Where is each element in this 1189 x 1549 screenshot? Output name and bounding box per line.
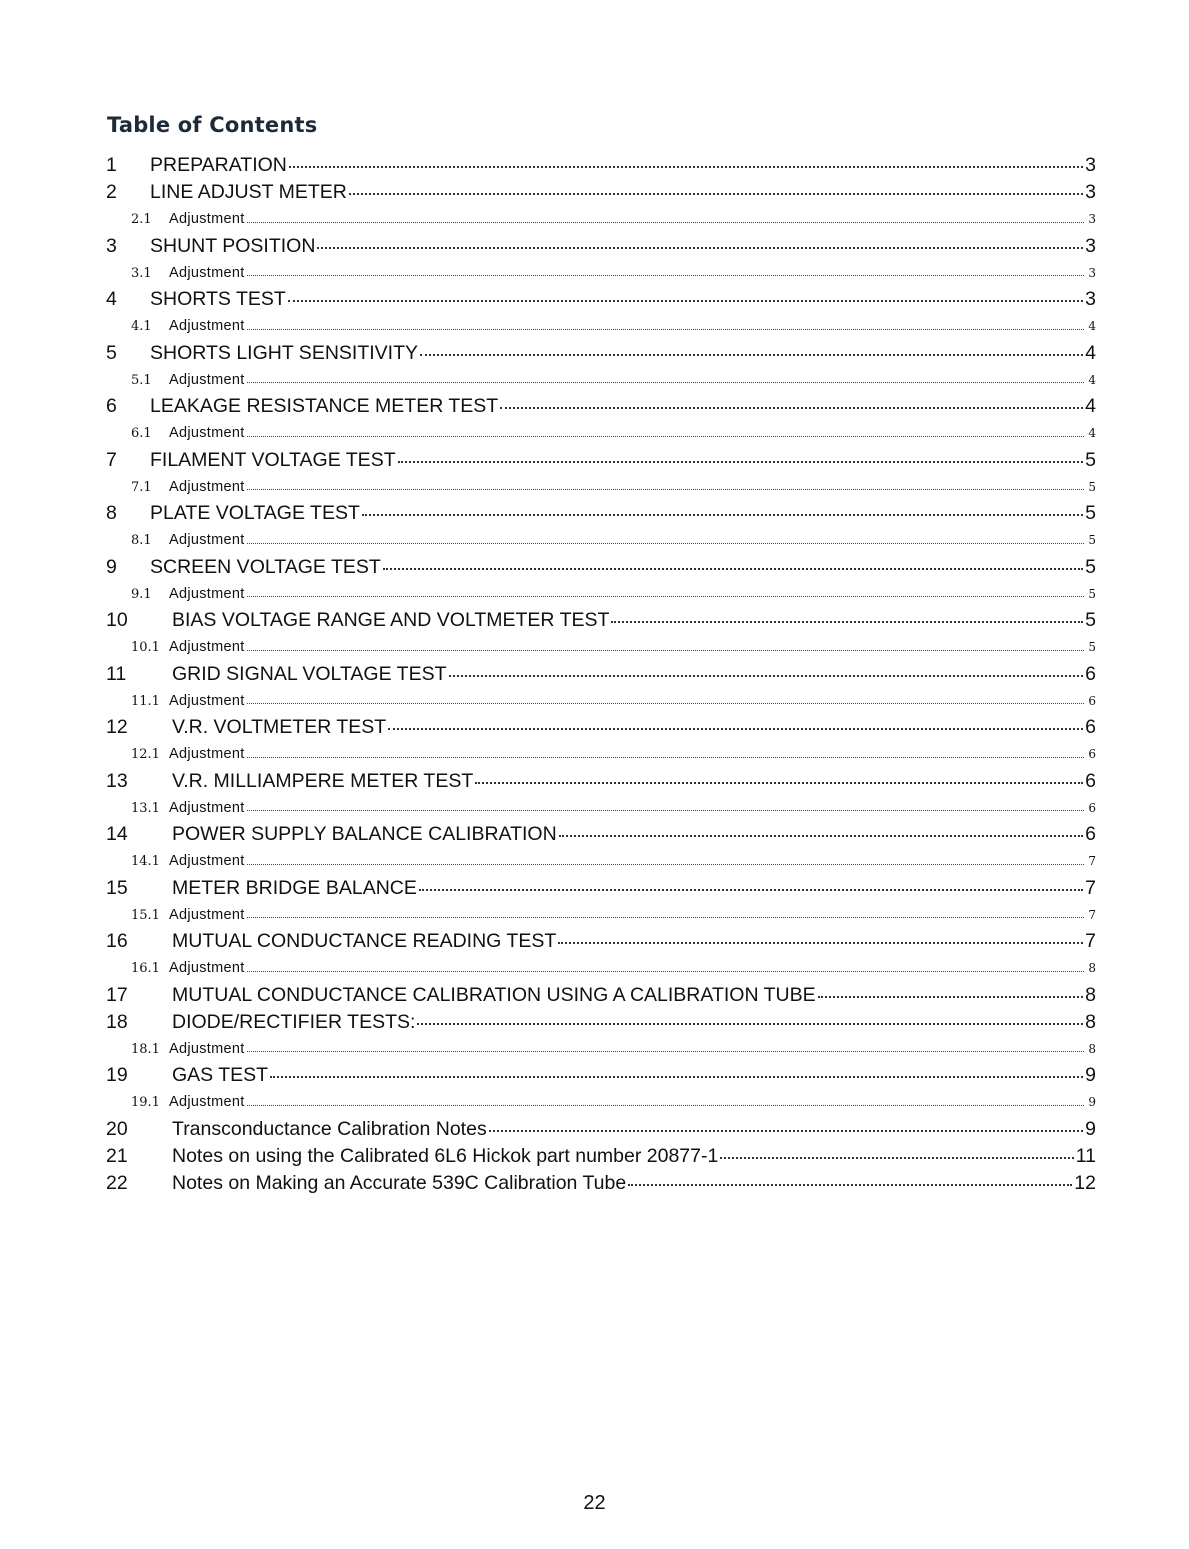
toc-entry-title: LEAKAGE RESISTANCE METER TEST bbox=[150, 395, 499, 417]
toc-subentry[interactable] bbox=[106, 634, 1096, 661]
toc-entry-page: 8 bbox=[1088, 1041, 1096, 1056]
toc-entry-number: 7.1 bbox=[131, 479, 152, 495]
dot-leader bbox=[559, 835, 1083, 837]
toc-entry-title: SHORTS TEST bbox=[150, 288, 286, 310]
toc-entry-title: Notes on using the Calibrated 6L6 Hickok part number 20877-1 bbox=[172, 1144, 719, 1167]
toc-entry[interactable] bbox=[106, 500, 1096, 527]
toc-subentry[interactable] bbox=[106, 527, 1096, 554]
toc-entry-number: 20 bbox=[106, 1117, 128, 1140]
toc-entry-title: Adjustment bbox=[169, 371, 245, 388]
dot-leader bbox=[247, 810, 1084, 811]
toc-entry-page: 3 bbox=[1085, 181, 1096, 203]
toc-subentry[interactable] bbox=[106, 688, 1096, 715]
toc-entry[interactable] bbox=[106, 447, 1096, 474]
toc-entry-number: 22 bbox=[106, 1171, 128, 1194]
toc-entry-page: 3 bbox=[1085, 154, 1096, 176]
dot-leader bbox=[247, 596, 1084, 597]
toc-entry-title: LINE ADJUST METER bbox=[150, 181, 347, 203]
toc-entry-title: Adjustment bbox=[169, 692, 245, 709]
toc-entry-number: 21 bbox=[106, 1144, 128, 1167]
toc-entry[interactable] bbox=[106, 768, 1096, 795]
dot-leader bbox=[247, 757, 1084, 758]
toc-entry-number: 16 bbox=[106, 930, 128, 952]
toc-entry-number: 9.1 bbox=[131, 586, 152, 602]
dot-leader bbox=[388, 728, 1083, 730]
toc-entry-page: 6 bbox=[1088, 747, 1096, 761]
dot-leader bbox=[247, 489, 1084, 490]
toc-entry-number: 10.1 bbox=[131, 640, 160, 655]
toc-entry[interactable] bbox=[106, 1116, 1096, 1143]
dot-leader bbox=[489, 1130, 1083, 1132]
toc-list bbox=[106, 152, 1096, 1197]
toc-entry-number: 8.1 bbox=[131, 533, 152, 548]
toc-entry-number: 5.1 bbox=[131, 372, 152, 388]
toc-entry-number: 2.1 bbox=[131, 212, 152, 227]
toc-entry-title: PLATE VOLTAGE TEST bbox=[150, 502, 360, 524]
toc-entry[interactable] bbox=[106, 1143, 1096, 1170]
toc-entry-page: 5 bbox=[1085, 448, 1096, 471]
dot-leader bbox=[611, 621, 1083, 623]
toc-entry-page: 8 bbox=[1088, 961, 1096, 975]
toc-entry-page: 6 bbox=[1088, 800, 1096, 815]
toc-subentry[interactable] bbox=[106, 741, 1096, 768]
toc-entry-title: V.R. MILLIAMPERE METER TEST bbox=[172, 769, 474, 792]
dot-leader bbox=[500, 407, 1083, 409]
toc-entry-title: Adjustment bbox=[169, 906, 245, 923]
toc-entry-page: 11 bbox=[1075, 1144, 1096, 1167]
dot-leader bbox=[288, 300, 1083, 302]
dot-leader bbox=[247, 436, 1084, 437]
toc-entry-page: 5 bbox=[1088, 533, 1096, 547]
toc-subentry[interactable] bbox=[106, 260, 1096, 287]
toc-entry[interactable] bbox=[106, 1062, 1096, 1089]
toc-entry-number: 15.1 bbox=[131, 907, 160, 923]
dot-leader bbox=[317, 247, 1083, 249]
toc-entry[interactable] bbox=[106, 233, 1096, 260]
toc-entry-title: MUTUAL CONDUCTANCE READING TEST bbox=[172, 930, 557, 952]
toc-entry-number: 3.1 bbox=[131, 265, 152, 281]
toc-entry-page: 6 bbox=[1085, 823, 1096, 845]
toc-subentry[interactable] bbox=[106, 795, 1096, 822]
toc-entry[interactable] bbox=[106, 607, 1096, 634]
toc-entry-title: V.R. VOLTMETER TEST bbox=[172, 716, 387, 738]
toc-entry-page: 5 bbox=[1085, 609, 1096, 631]
toc-entry[interactable] bbox=[106, 661, 1096, 688]
toc-entry-number: 14 bbox=[106, 823, 128, 845]
toc-entry-title: SHUNT POSITION bbox=[150, 234, 316, 257]
dot-leader bbox=[247, 222, 1084, 223]
toc-entry-title: Adjustment bbox=[169, 853, 245, 869]
toc-entry-number: 5 bbox=[106, 341, 117, 364]
toc-entry-number: 12 bbox=[106, 716, 128, 738]
toc-entry-number: 13 bbox=[106, 769, 128, 792]
toc-entry-number: 4.1 bbox=[131, 319, 152, 334]
toc-entry-title: METER BRIDGE BALANCE bbox=[172, 876, 417, 899]
dot-leader bbox=[419, 889, 1083, 891]
toc-entry-title: SCREEN VOLTAGE TEST bbox=[150, 555, 381, 578]
dot-leader bbox=[247, 543, 1084, 544]
toc-entry[interactable] bbox=[106, 393, 1096, 420]
toc-entry-page: 9 bbox=[1085, 1064, 1096, 1086]
toc-entry-title: POWER SUPPLY BALANCE CALIBRATION bbox=[172, 823, 557, 845]
dot-leader bbox=[247, 382, 1084, 383]
toc-entry-title: Adjustment bbox=[169, 532, 245, 548]
dot-leader bbox=[720, 1157, 1073, 1159]
toc-entry[interactable] bbox=[106, 152, 1096, 179]
dot-leader bbox=[628, 1184, 1072, 1186]
dot-leader bbox=[362, 514, 1083, 516]
toc-entry[interactable] bbox=[106, 875, 1096, 902]
toc-entry-page: 5 bbox=[1085, 502, 1096, 524]
dot-leader bbox=[475, 782, 1083, 784]
dot-leader bbox=[289, 166, 1083, 168]
dot-leader bbox=[383, 568, 1083, 570]
toc-subentry[interactable] bbox=[106, 1089, 1096, 1116]
toc-entry[interactable] bbox=[106, 714, 1096, 741]
toc-entry-number: 14.1 bbox=[131, 854, 160, 869]
toc-entry-number: 1 bbox=[106, 154, 117, 176]
dot-leader bbox=[270, 1076, 1083, 1078]
toc-entry-page: 12 bbox=[1074, 1171, 1096, 1194]
toc-entry[interactable] bbox=[106, 340, 1096, 367]
toc-entry-number: 2 bbox=[106, 181, 117, 203]
toc-entry-page: 3 bbox=[1088, 212, 1096, 226]
toc-entry-number: 4 bbox=[106, 288, 117, 310]
toc-entry-page: 3 bbox=[1085, 234, 1096, 257]
toc-entry[interactable] bbox=[106, 179, 1096, 206]
toc-entry-title: Adjustment bbox=[169, 318, 245, 334]
toc-entry-title: Adjustment bbox=[169, 799, 245, 816]
toc-entry-page: 7 bbox=[1088, 854, 1096, 868]
dot-leader bbox=[247, 275, 1084, 276]
toc-entry-title: Adjustment bbox=[169, 1094, 245, 1110]
dot-leader bbox=[398, 461, 1084, 463]
toc-entry-number: 18 bbox=[106, 1010, 128, 1033]
toc-entry[interactable] bbox=[106, 1009, 1096, 1036]
toc-entry-page: 7 bbox=[1085, 876, 1096, 899]
toc-entry-number: 6 bbox=[106, 395, 117, 417]
dot-leader bbox=[558, 942, 1083, 944]
toc-entry-number: 18.1 bbox=[131, 1041, 160, 1057]
toc-subentry[interactable] bbox=[106, 848, 1096, 875]
dot-leader bbox=[818, 996, 1084, 998]
toc-entry-title: Adjustment bbox=[169, 478, 245, 495]
toc-entry-page: 5 bbox=[1085, 555, 1096, 578]
toc-entry-title: FILAMENT VOLTAGE TEST bbox=[150, 448, 396, 471]
toc-entry-page: 4 bbox=[1088, 426, 1096, 440]
toc-entry-number: 3 bbox=[106, 234, 117, 257]
toc-entry-title: Adjustment bbox=[169, 960, 245, 976]
toc-entry-title: Notes on Making an Accurate 539C Calibration Tube bbox=[172, 1171, 627, 1194]
toc-entry[interactable] bbox=[106, 286, 1096, 313]
toc-entry-number: 17 bbox=[106, 983, 128, 1006]
toc-entry-number: 9 bbox=[106, 555, 117, 578]
toc-entry-number: 12.1 bbox=[131, 747, 160, 762]
toc-entry-title: Adjustment bbox=[169, 211, 245, 227]
dot-leader bbox=[420, 354, 1083, 356]
toc-entry-title: Adjustment bbox=[169, 1040, 245, 1057]
toc-entry-page: 5 bbox=[1088, 586, 1096, 601]
toc-entry-number: 6.1 bbox=[131, 426, 152, 441]
toc-entry-title: Adjustment bbox=[169, 585, 245, 602]
dot-leader bbox=[349, 193, 1083, 195]
toc-entry-title: Adjustment bbox=[169, 264, 245, 281]
toc-entry[interactable] bbox=[106, 928, 1096, 955]
toc-entry[interactable] bbox=[106, 982, 1096, 1009]
toc-entry-title: DIODE/RECTIFIER TESTS: bbox=[172, 1010, 416, 1033]
toc-entry-title: Adjustment bbox=[169, 746, 245, 762]
toc-entry-number: 7 bbox=[106, 448, 117, 471]
toc-entry-title: Adjustment bbox=[169, 639, 245, 655]
toc-entry-number: 19 bbox=[106, 1064, 128, 1086]
toc-entry[interactable] bbox=[106, 554, 1096, 581]
toc-entry-page: 8 bbox=[1085, 983, 1096, 1006]
toc-entry-page: 9 bbox=[1088, 1095, 1096, 1109]
toc-entry-title: PREPARATION bbox=[150, 154, 287, 176]
toc-subentry[interactable] bbox=[106, 581, 1096, 608]
toc-entry-title: GRID SIGNAL VOLTAGE TEST bbox=[172, 662, 447, 685]
toc-subentry[interactable] bbox=[106, 902, 1096, 929]
toc-entry-page: 6 bbox=[1088, 693, 1096, 708]
toc-entry-number: 10 bbox=[106, 609, 128, 631]
toc-entry-number: 8 bbox=[106, 502, 117, 524]
toc-entry-page: 3 bbox=[1088, 265, 1096, 280]
toc-entry-number: 11.1 bbox=[131, 693, 160, 709]
toc-subentry[interactable] bbox=[106, 313, 1096, 340]
toc-entry-title: MUTUAL CONDUCTANCE CALIBRATION USING A CALIBRATION TUBE bbox=[172, 983, 816, 1006]
toc-entry-number: 13.1 bbox=[131, 800, 160, 816]
toc-entry[interactable] bbox=[106, 821, 1096, 848]
toc-subentry[interactable] bbox=[106, 367, 1096, 394]
dot-leader bbox=[417, 1023, 1083, 1025]
toc-entry-page: 4 bbox=[1088, 319, 1096, 333]
dot-leader bbox=[247, 917, 1084, 918]
toc-subentry[interactable] bbox=[106, 420, 1096, 447]
toc-entry-title: Adjustment bbox=[169, 425, 245, 441]
toc-entry-page: 6 bbox=[1085, 662, 1096, 685]
dot-leader bbox=[449, 675, 1084, 677]
toc-entry-page: 4 bbox=[1088, 372, 1096, 387]
toc-entry-page: 7 bbox=[1088, 907, 1096, 922]
toc-subentry[interactable] bbox=[106, 1036, 1096, 1063]
toc-subentry[interactable] bbox=[106, 955, 1096, 982]
toc-entry-title: Transconductance Calibration Notes bbox=[172, 1117, 487, 1140]
toc-entry-page: 5 bbox=[1088, 479, 1096, 494]
dot-leader bbox=[247, 1105, 1084, 1106]
toc-entry-page: 7 bbox=[1085, 930, 1096, 952]
dot-leader bbox=[247, 971, 1084, 972]
toc-entry-number: 16.1 bbox=[131, 961, 160, 976]
dot-leader bbox=[247, 1051, 1084, 1052]
toc-entry-page: 4 bbox=[1085, 395, 1096, 417]
toc-entry-page: 9 bbox=[1085, 1117, 1096, 1140]
dot-leader bbox=[247, 703, 1084, 704]
toc-entry-title: GAS TEST bbox=[172, 1064, 269, 1086]
dot-leader bbox=[247, 329, 1084, 330]
toc-entry[interactable] bbox=[106, 1170, 1096, 1197]
toc-title: Table of Contents bbox=[107, 113, 318, 137]
toc-entry-page: 6 bbox=[1085, 716, 1096, 738]
toc-entry-page: 4 bbox=[1085, 341, 1096, 364]
toc-subentry[interactable] bbox=[106, 474, 1096, 501]
dot-leader bbox=[247, 650, 1084, 651]
toc-entry-number: 11 bbox=[106, 662, 127, 685]
toc-entry-page: 5 bbox=[1088, 640, 1096, 654]
toc-entry-page: 6 bbox=[1085, 769, 1096, 792]
toc-entry-page: 8 bbox=[1085, 1010, 1096, 1033]
toc-entry-title: BIAS VOLTAGE RANGE AND VOLTMETER TEST bbox=[172, 609, 610, 631]
dot-leader bbox=[247, 864, 1084, 865]
page-number: 22 bbox=[583, 1492, 606, 1514]
toc-entry-title: SHORTS LIGHT SENSITIVITY bbox=[150, 341, 419, 364]
toc-entry-page: 3 bbox=[1085, 288, 1096, 310]
toc-entry-number: 19.1 bbox=[131, 1095, 160, 1110]
toc-entry-number: 15 bbox=[106, 876, 128, 899]
toc-subentry[interactable] bbox=[106, 206, 1096, 233]
